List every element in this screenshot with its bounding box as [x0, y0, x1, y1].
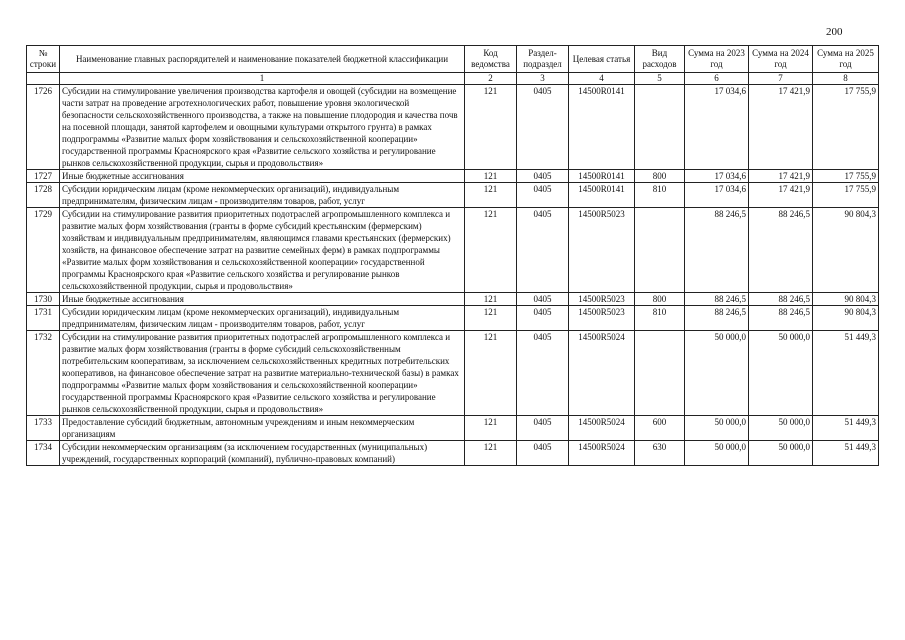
row-vid: 810: [635, 183, 685, 208]
table-row: [27, 416, 879, 441]
row-sum-2025: 51 449,3: [813, 441, 879, 466]
row-vedom: 121: [465, 170, 517, 183]
header-row: [27, 46, 879, 73]
row-razdel: 0405: [517, 85, 569, 170]
row-number: 1729: [27, 208, 60, 293]
row-number: 1732: [27, 331, 60, 416]
row-name: Субсидии на стимулирование развития приоритетных подотраслей агропромышленного комплекса и развитие малых форм хозяйствования (гранты в форме субсидий крестьянским (фермерским) хозяйствам и индивидуальным предпринимателям, являющимся главами крестьянских (фермерских) хозяйств, на финансовое обеспечение затрат на развитие семейных ферм) в рамках подпрограммы «Развитие малых форм хозяйствования и сельскохозяйственной кооперации» государственной программы Красноярского края «Развитие сельского хозяйства и регулирование рынков сельскохозяйственной продукции, сырья и продовольствия»: [60, 208, 465, 293]
row-sum-2025: 51 449,3: [813, 416, 879, 441]
row-sum-2025: 51 449,3: [813, 331, 879, 416]
row-sum-2024: 88 246,5: [749, 306, 813, 331]
row-name: Субсидии юридическим лицам (кроме некоммерческих организаций), индивидуальным предпринимателям, физическим лицам - производителям товаров, работ, услуг: [60, 306, 465, 331]
row-number: 1734: [27, 441, 60, 466]
colnum-vid: 5: [635, 73, 685, 85]
table-row: [27, 293, 879, 306]
row-vid: 800: [635, 293, 685, 306]
budget-table: [26, 45, 879, 466]
row-sum-2025: 90 804,3: [813, 306, 879, 331]
row-cst: 14500R5024: [569, 441, 635, 466]
row-vedom: 121: [465, 85, 517, 170]
row-vid: [635, 331, 685, 416]
row-razdel: 0405: [517, 170, 569, 183]
colnum-razdel: 3: [517, 73, 569, 85]
colnum-cst: 4: [569, 73, 635, 85]
table-row: [27, 170, 879, 183]
row-name: Субсидии юридическим лицам (кроме некоммерческих организаций), индивидуальным предпринимателям, физическим лицам - производителям товаров, работ, услуг: [60, 183, 465, 208]
row-sum-2023: 50 000,0: [685, 416, 749, 441]
colnum-row-no: [27, 73, 60, 85]
row-sum-2025: 17 755,9: [813, 85, 879, 170]
row-sum-2024: 88 246,5: [749, 208, 813, 293]
header-razdel: Раздел-подраздел: [517, 46, 569, 73]
table-row: [27, 183, 879, 208]
row-vid: [635, 208, 685, 293]
row-name: Предоставление субсидий бюджетным, автономным учреждениям и иным некоммерческим организациям: [60, 416, 465, 441]
row-sum-2024: 50 000,0: [749, 416, 813, 441]
row-sum-2025: 17 755,9: [813, 170, 879, 183]
row-vid: 630: [635, 441, 685, 466]
row-vid: 810: [635, 306, 685, 331]
row-name: Субсидии некоммерческим организациям (за исключением государственных (муниципальных) учреждений, государственных корпораций (компаний), публично-правовых компаний): [60, 441, 465, 466]
row-sum-2024: 17 421,9: [749, 85, 813, 170]
header-cst: Целевая статья: [569, 46, 635, 73]
row-razdel: 0405: [517, 208, 569, 293]
header-row-no: № строки: [27, 46, 60, 73]
row-number: 1727: [27, 170, 60, 183]
row-sum-2025: 90 804,3: [813, 293, 879, 306]
row-vid: 600: [635, 416, 685, 441]
row-name: Субсидии на стимулирование развития приоритетных подотраслей агропромышленного комплекса и развитие малых форм хозяйствования (гранты в форме субсидий сельскохозяйственным потребительским кооперативам, за исключением сельскохозяйственных кредитных потребительских кооперативов, на финансовое обеспечение затрат на развитие материально-технической базы) в рамках подпрограммы «Развитие малых форм хозяйствования и сельскохозяйственной кооперации» государственной программы Красноярского края «Развитие сельского хозяйства и регулирование рынков сельскохозяйственной продукции, сырья и продовольствия»: [60, 331, 465, 416]
row-vedom: 121: [465, 306, 517, 331]
table-row: [27, 441, 879, 466]
row-sum-2025: 90 804,3: [813, 208, 879, 293]
table-row: [27, 306, 879, 331]
row-sum-2024: 88 246,5: [749, 293, 813, 306]
row-vid: 800: [635, 170, 685, 183]
row-razdel: 0405: [517, 183, 569, 208]
header-vid: Вид расходов: [635, 46, 685, 73]
row-sum-2023: 17 034,6: [685, 85, 749, 170]
colnum-vedom: 2: [465, 73, 517, 85]
row-sum-2023: 88 246,5: [685, 306, 749, 331]
header-name: Наименование главных распорядителей и наименование показателей бюджетной классификации: [60, 46, 465, 73]
colnum-name: 1: [60, 73, 465, 85]
row-razdel: 0405: [517, 306, 569, 331]
row-sum-2023: 17 034,6: [685, 183, 749, 208]
row-razdel: 0405: [517, 416, 569, 441]
row-name: Иные бюджетные ассигнования: [60, 293, 465, 306]
row-cst: 14500R0141: [569, 85, 635, 170]
row-sum-2024: 50 000,0: [749, 441, 813, 466]
row-cst: 14500R5023: [569, 208, 635, 293]
header-2025: Сумма на 2025 год: [813, 46, 879, 73]
row-number: 1733: [27, 416, 60, 441]
colnum-2024: 7: [749, 73, 813, 85]
colnum-2025: 8: [813, 73, 879, 85]
row-sum-2023: 88 246,5: [685, 293, 749, 306]
row-sum-2023: 50 000,0: [685, 441, 749, 466]
table-row: [27, 331, 879, 416]
row-vedom: 121: [465, 416, 517, 441]
row-number: 1728: [27, 183, 60, 208]
row-cst: 14500R0141: [569, 170, 635, 183]
page-number: 200: [826, 26, 843, 38]
row-vedom: 121: [465, 441, 517, 466]
row-name: Субсидии на стимулирование увеличения производства картофеля и овощей (субсидии на возмещение части затрат на проведение агротехнологических работ, повышение уровня экологической безопасности сельскохозяйственного производства, а также на повышение плодородия и качества почв на посевной площади, занятой картофелем и овощными культурами открытого грунта) в рамках подпрограммы «Развитие малых форм хозяйствования и сельскохозяйственной кооперации» государственной программы Красноярского края «Развитие сельского хозяйства и регулирование рынков сельскохозяйственной продукции, сырья и продовольствия»: [60, 85, 465, 170]
row-vid: [635, 85, 685, 170]
row-vedom: 121: [465, 331, 517, 416]
row-cst: 14500R5024: [569, 416, 635, 441]
row-sum-2023: 50 000,0: [685, 331, 749, 416]
table-row: [27, 208, 879, 293]
row-razdel: 0405: [517, 441, 569, 466]
row-sum-2024: 17 421,9: [749, 183, 813, 208]
row-name: Иные бюджетные ассигнования: [60, 170, 465, 183]
table-body: [27, 85, 879, 466]
row-cst: 14500R5023: [569, 306, 635, 331]
row-sum-2024: 17 421,9: [749, 170, 813, 183]
row-cst: 14500R0141: [569, 183, 635, 208]
row-cst: 14500R5024: [569, 331, 635, 416]
colnum-2023: 6: [685, 73, 749, 85]
row-number: 1726: [27, 85, 60, 170]
row-sum-2024: 50 000,0: [749, 331, 813, 416]
row-number: 1730: [27, 293, 60, 306]
row-vedom: 121: [465, 183, 517, 208]
table-row: [27, 85, 879, 170]
row-sum-2023: 88 246,5: [685, 208, 749, 293]
header-vedom: Код ведомства: [465, 46, 517, 73]
header-2024: Сумма на 2024 год: [749, 46, 813, 73]
column-number-row: [27, 73, 879, 85]
row-sum-2025: 17 755,9: [813, 183, 879, 208]
row-cst: 14500R5023: [569, 293, 635, 306]
row-razdel: 0405: [517, 293, 569, 306]
header-2023: Сумма на 2023 год: [685, 46, 749, 73]
row-number: 1731: [27, 306, 60, 331]
row-vedom: 121: [465, 208, 517, 293]
row-sum-2023: 17 034,6: [685, 170, 749, 183]
row-razdel: 0405: [517, 331, 569, 416]
row-vedom: 121: [465, 293, 517, 306]
